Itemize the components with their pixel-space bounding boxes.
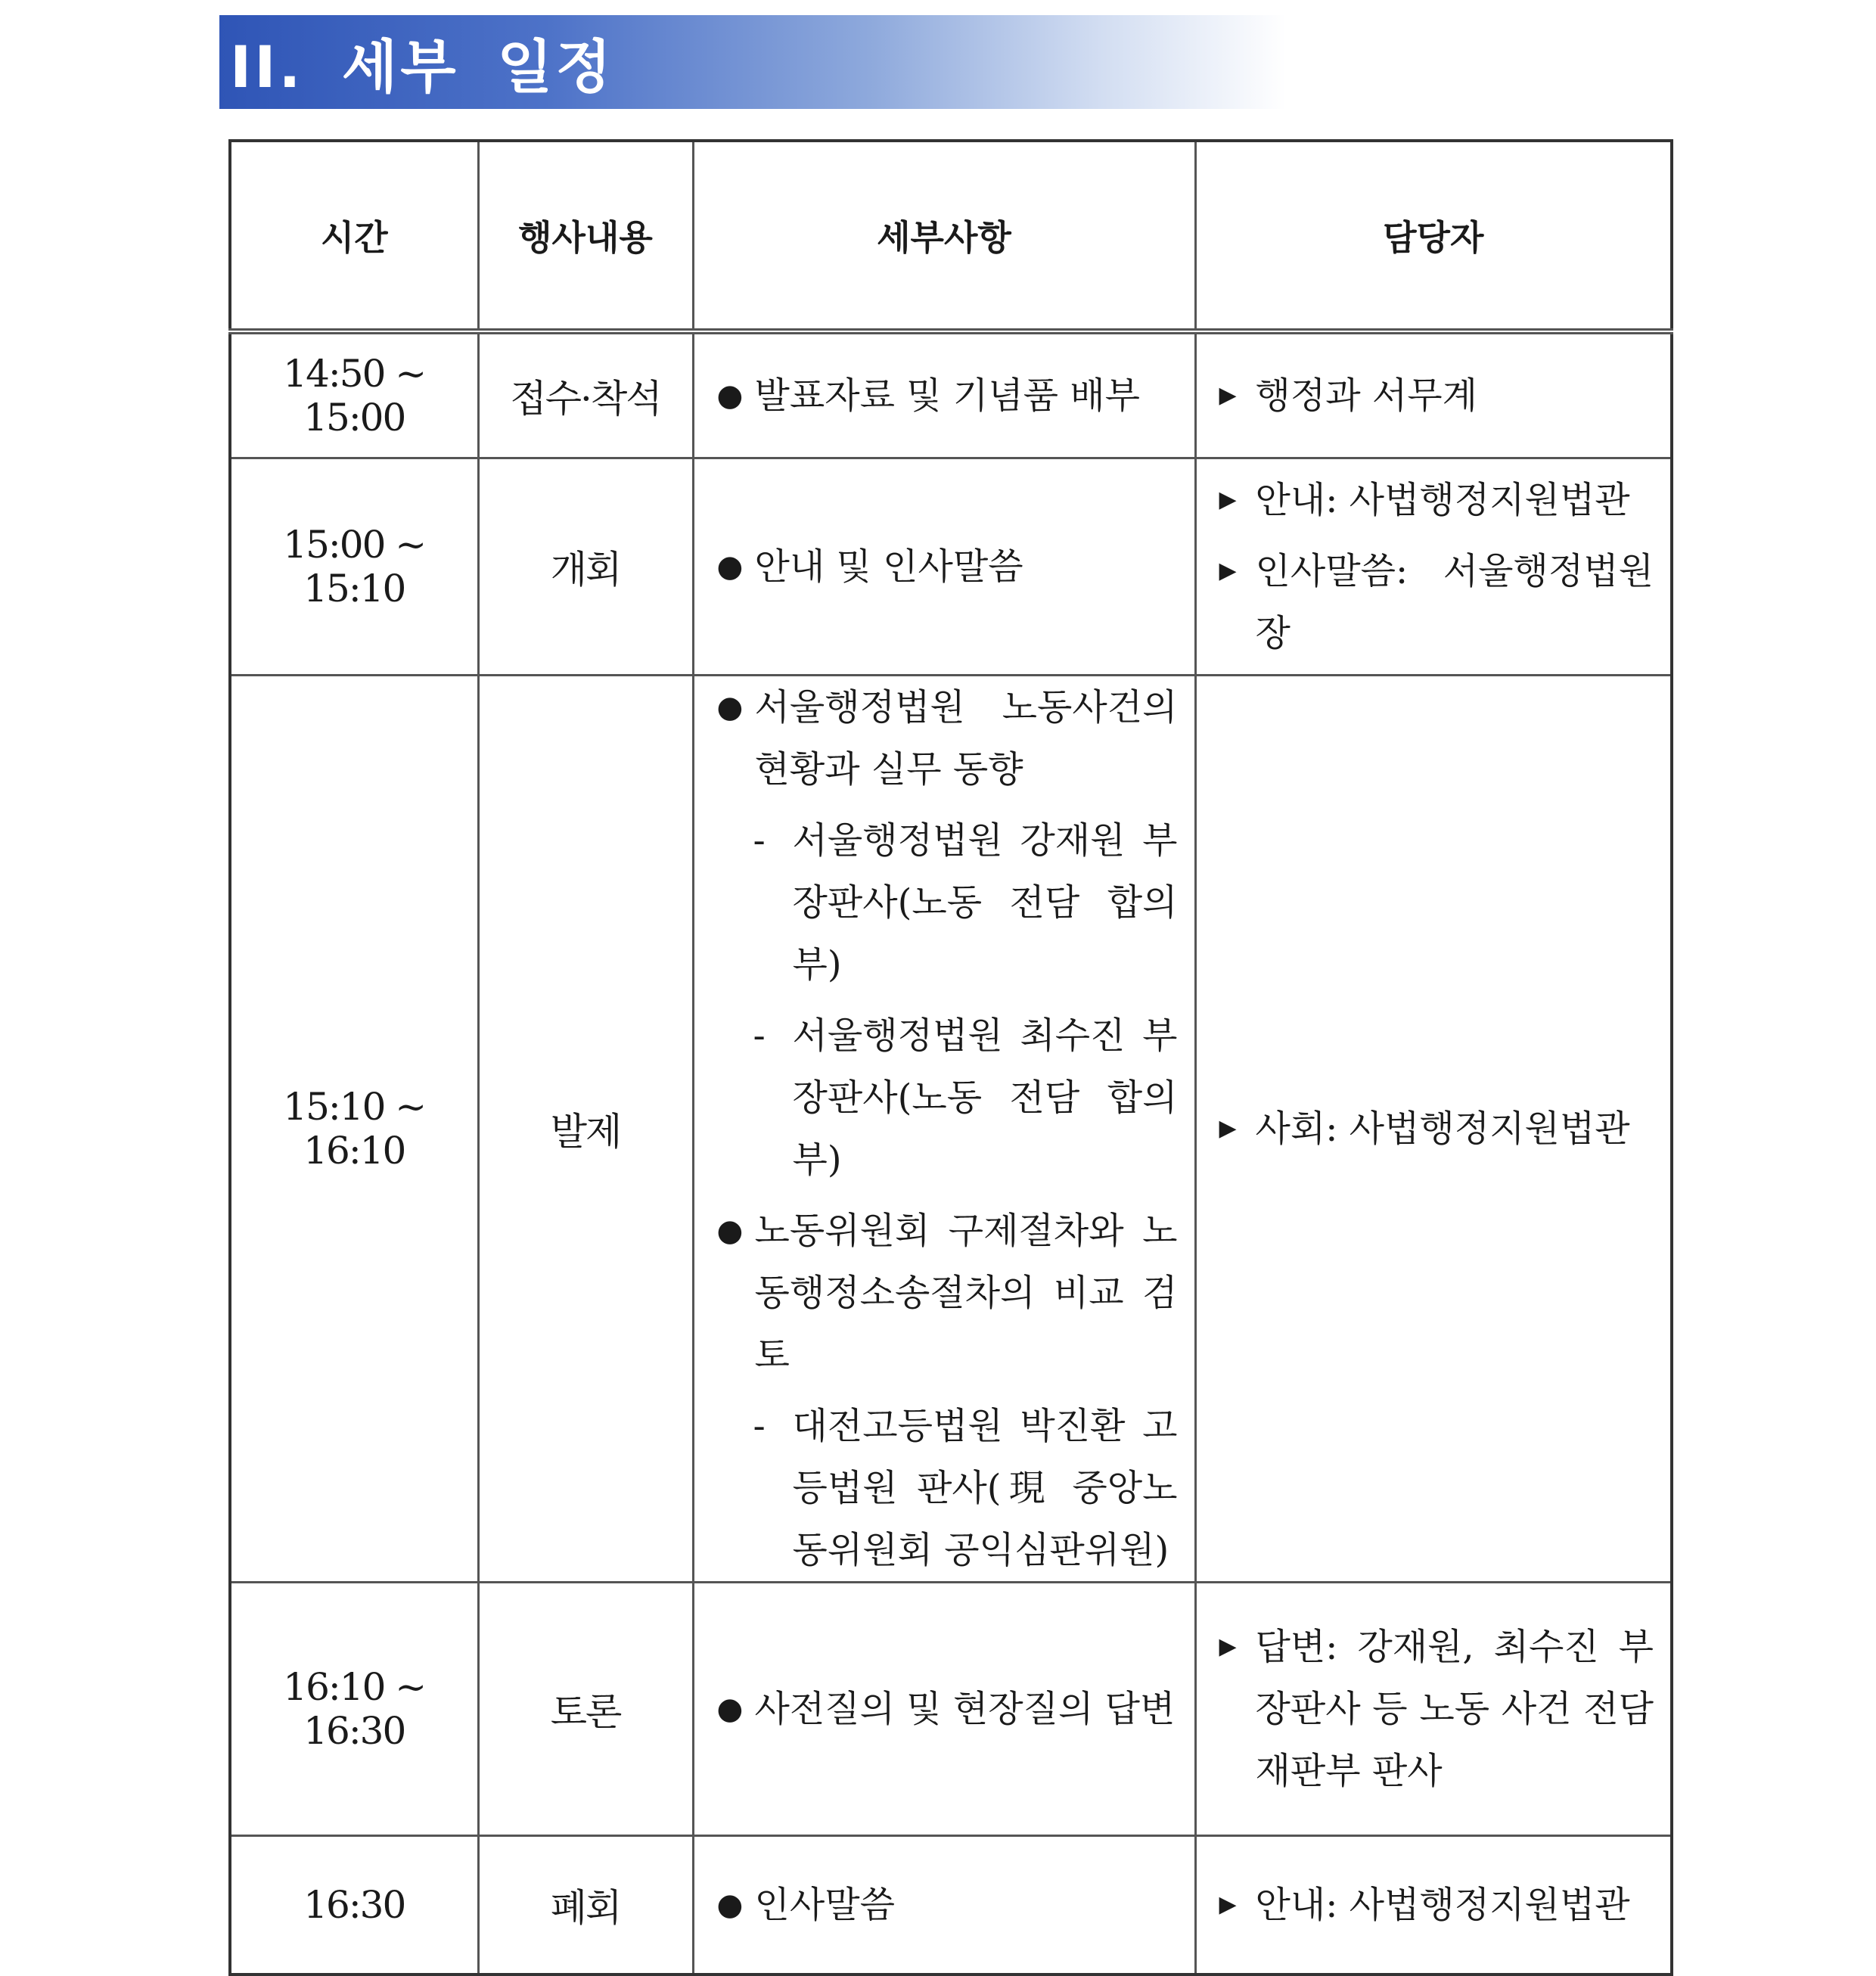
staff-text: 안내: 사법행정지원법관 <box>1255 479 1630 521</box>
staff-item <box>1219 365 1654 427</box>
details-cell <box>693 1583 1195 1836</box>
detail-text: 안내 및 인사말씀 <box>754 545 1023 588</box>
detail-bullet-item <box>717 1678 1178 1740</box>
arrow-icon: ▶ <box>1219 558 1237 584</box>
arrow-icon: ▶ <box>1219 1633 1237 1660</box>
bullet-icon: ● <box>716 1887 744 1922</box>
staff-cell <box>1195 1583 1672 1836</box>
staff-item <box>1219 1874 1654 1936</box>
bullet-icon: ● <box>716 1213 744 1248</box>
detail-bullet-item <box>717 676 1178 800</box>
staff-item <box>1219 469 1654 531</box>
details-cell <box>693 676 1195 1583</box>
section-title-bar <box>219 15 1520 109</box>
table-row <box>230 1583 1672 1836</box>
staff-item <box>1219 1616 1654 1802</box>
detail-text: 서울행정법원 강재원 부장판사(노동 전담 합의부) <box>792 819 1178 986</box>
bullet-icon: ● <box>716 378 744 413</box>
table-row <box>230 458 1672 676</box>
staff-cell <box>1195 676 1672 1583</box>
arrow-icon: ▶ <box>1219 1115 1237 1142</box>
time-cell: 14:50 ~ 15:00 <box>230 331 478 458</box>
staff-text: 안내: 사법행정지원법관 <box>1255 1884 1630 1926</box>
detail-text: 서울행정법원 노동사건의 현황과 실무 동향 <box>754 686 1178 791</box>
staff-cell <box>1195 1836 1672 1975</box>
event-cell: 토론 <box>478 1583 693 1836</box>
time-cell: 15:00 ~ 15:10 <box>230 458 478 676</box>
detail-bullet-item <box>717 536 1178 598</box>
event-cell: 폐회 <box>478 1836 693 1975</box>
section-title: II. 세부 일정 <box>230 33 615 101</box>
event-cell: 접수·착석 <box>478 331 693 458</box>
staff-cell <box>1195 331 1672 458</box>
arrow-icon: ▶ <box>1219 382 1237 409</box>
time-cell: 16:10 ~ 16:30 <box>230 1583 478 1836</box>
detail-text: 노동위원회 구제절차와 노동행정소송절차의 비교 검토 <box>754 1210 1178 1376</box>
dash-icon: - <box>753 819 766 862</box>
detail-bullet-item <box>717 1200 1178 1386</box>
detail-text: 사전질의 및 현장질의 답변 <box>754 1688 1176 1730</box>
staff-text: 인사말씀: 서울행정법원장 <box>1255 550 1654 654</box>
event-cell: 개회 <box>478 458 693 676</box>
arrow-icon: ▶ <box>1219 1891 1237 1918</box>
header-details: 세부사항 <box>693 141 1195 331</box>
staff-text: 답변: 강재원, 최수진 부장판사 등 노동 사건 전담재판부 판사 <box>1255 1626 1654 1792</box>
details-cell <box>693 458 1195 676</box>
header-staff: 담당자 <box>1195 141 1672 331</box>
detail-text: 대전고등법원 박진환 고등법원 판사(現 중앙노동위원회 공익심판위원) <box>792 1405 1178 1571</box>
table-row <box>230 331 1672 458</box>
header-event: 행사내용 <box>478 141 693 331</box>
schedule-table <box>228 139 1673 1976</box>
table-row <box>230 1836 1672 1975</box>
detail-dash-item <box>717 1005 1178 1191</box>
bullet-icon: ● <box>716 690 744 725</box>
staff-item <box>1219 540 1654 664</box>
staff-text: 사회: 사법행정지원법관 <box>1255 1108 1630 1150</box>
table-row <box>230 676 1672 1583</box>
event-cell: 발제 <box>478 676 693 1583</box>
dash-icon: - <box>753 1405 766 1447</box>
detail-text: 발표자료 및 기념품 배부 <box>754 374 1140 417</box>
bullet-icon: ● <box>716 549 744 584</box>
detail-text: 서울행정법원 최수진 부장판사(노동 전담 합의부) <box>792 1014 1178 1181</box>
detail-bullet-item <box>717 1874 1178 1936</box>
staff-cell <box>1195 458 1672 676</box>
staff-text: 행정과 서무계 <box>1255 374 1477 417</box>
arrow-icon: ▶ <box>1219 486 1237 513</box>
detail-dash-item <box>717 1395 1178 1581</box>
header-time: 시간 <box>230 141 478 331</box>
dash-icon: - <box>753 1014 766 1057</box>
detail-dash-item <box>717 809 1178 996</box>
detail-bullet-item <box>717 365 1178 427</box>
bullet-icon: ● <box>716 1692 744 1726</box>
details-cell <box>693 1836 1195 1975</box>
detail-text: 인사말씀 <box>754 1884 895 1926</box>
details-cell <box>693 331 1195 458</box>
time-cell: 16:30 <box>230 1836 478 1975</box>
staff-item <box>1219 1098 1654 1160</box>
time-cell: 15:10 ~ 16:10 <box>230 676 478 1583</box>
header-row <box>230 141 1672 331</box>
